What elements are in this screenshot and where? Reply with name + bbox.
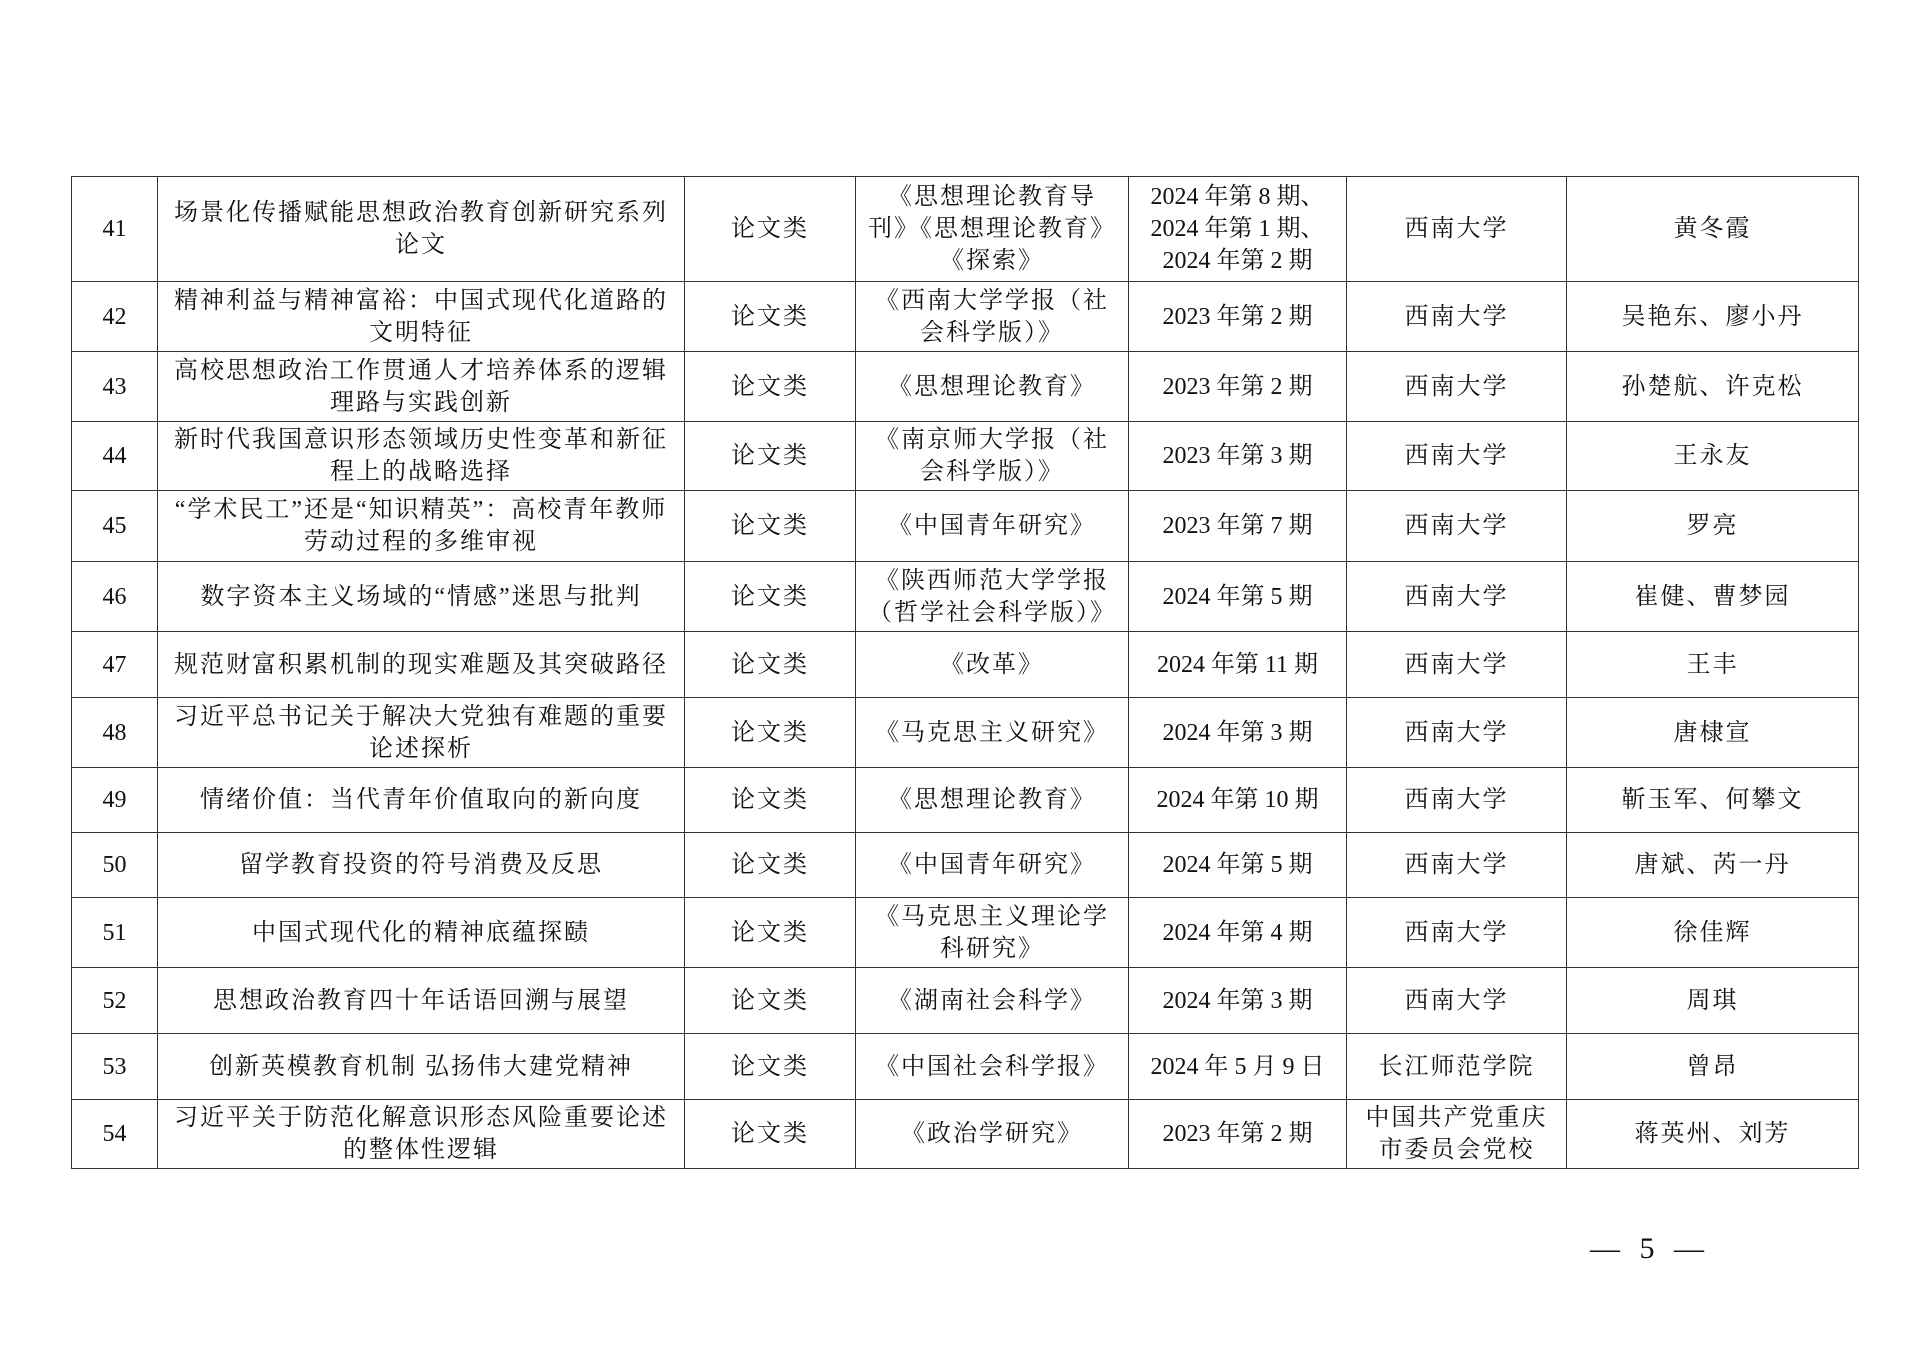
row-number: 46: [72, 562, 158, 632]
authors: 吴艳东、廖小丹: [1567, 282, 1859, 352]
journal-line: 会科学版）》: [920, 459, 1064, 485]
institution: [1347, 562, 1567, 632]
issue-line: 2024 年 5 月 9 日: [1150, 1053, 1325, 1080]
institution: [1347, 422, 1567, 491]
institution: [1347, 282, 1567, 352]
issue: [1129, 968, 1347, 1034]
paper-title: 留学教育投资的符号消费及反思: [158, 833, 685, 898]
issue-line: 2023 年第 2 期: [1162, 1121, 1313, 1147]
issue-line: 2023 年第 2 期: [1162, 303, 1313, 330]
category: 论文类: [685, 282, 856, 352]
row-number: 43: [72, 352, 158, 422]
journal-line: 科研究》: [940, 935, 1044, 962]
authors: 靳玉军、何攀文: [1567, 768, 1859, 833]
category: 论文类: [685, 422, 856, 491]
row-number: 42: [72, 282, 158, 352]
journal: [856, 352, 1129, 422]
table-row: [72, 422, 1859, 491]
table-row: [72, 1100, 1859, 1169]
journal-line: 《思想理论教育》: [888, 373, 1096, 400]
row-number: 54: [72, 1100, 158, 1169]
category: 论文类: [685, 562, 856, 632]
journal: [856, 968, 1129, 1034]
institution: [1347, 632, 1567, 698]
journal: [856, 1034, 1129, 1100]
authors: 唐斌、芮一丹: [1567, 833, 1859, 898]
table-row: [72, 177, 1859, 282]
paper-title: 数字资本主义场域的“情感”迷思与批判: [158, 562, 685, 632]
institution: [1347, 352, 1567, 422]
category: 论文类: [685, 898, 856, 968]
institution-line: 西南大学: [1404, 513, 1509, 539]
awards-table: [71, 176, 1859, 1169]
issue: [1129, 562, 1347, 632]
authors: 周琪: [1567, 968, 1859, 1034]
institution-line: 西南大学: [1404, 987, 1509, 1014]
journal: [856, 1100, 1129, 1169]
journal: [856, 898, 1129, 968]
row-number: 52: [72, 968, 158, 1034]
institution: [1347, 968, 1567, 1034]
journal: [856, 422, 1129, 491]
authors: 黄冬霞: [1567, 177, 1859, 282]
issue-line: 2024 年第 5 期: [1162, 852, 1313, 878]
issue: [1129, 898, 1347, 968]
category: 论文类: [685, 352, 856, 422]
row-number: 45: [72, 491, 158, 562]
authors: 唐棣宣: [1567, 698, 1859, 768]
journal-line: 《中国青年研究》: [888, 513, 1096, 539]
journal: [856, 768, 1129, 833]
journal-line: 会科学版）》: [920, 319, 1064, 346]
institution-line: 西南大学: [1404, 216, 1509, 242]
institution-line: 中国共产党重庆: [1365, 1105, 1548, 1131]
table-row: [72, 968, 1859, 1034]
category: 论文类: [685, 1100, 856, 1169]
paper-title: 新时代我国意识形态领域历史性变革和新征程上的战略选择: [158, 422, 685, 491]
issue: [1129, 352, 1347, 422]
issue-line: 2024 年第 4 期: [1162, 919, 1313, 946]
table-row: [72, 491, 1859, 562]
issue: [1129, 1034, 1347, 1100]
paper-title: 创新英模教育机制 弘扬伟大建党精神: [158, 1034, 685, 1100]
row-number: 51: [72, 898, 158, 968]
institution: [1347, 1034, 1567, 1100]
table-row: [72, 1034, 1859, 1100]
institution: [1347, 898, 1567, 968]
issue-line: 2024 年第 3 期: [1162, 987, 1313, 1014]
journal: [856, 491, 1129, 562]
institution-line: 西南大学: [1404, 583, 1509, 610]
journal-line: 《陕西师范大学学报: [875, 567, 1109, 594]
table-row: [72, 898, 1859, 968]
paper-title: 规范财富积累机制的现实难题及其突破路径: [158, 632, 685, 698]
row-number: 49: [72, 768, 158, 833]
issue-line: 2024 年第 3 期: [1162, 719, 1313, 746]
journal: [856, 833, 1129, 898]
journal-line: 《南京师大学报（社: [875, 427, 1109, 453]
institution-line: 西南大学: [1404, 852, 1509, 878]
issue-line: 2024 年第 8 期、: [1150, 184, 1325, 210]
journal-line: 《探索》: [940, 248, 1044, 274]
institution-line: 西南大学: [1404, 303, 1509, 330]
row-number: 47: [72, 632, 158, 698]
authors: 崔健、曹梦园: [1567, 562, 1859, 632]
journal-line: 《改革》: [940, 651, 1044, 678]
journal-line: 《马克思主义理论学: [875, 903, 1109, 930]
authors: 蒋英州、刘芳: [1567, 1100, 1859, 1169]
journal: [856, 632, 1129, 698]
paper-title: 场景化传播赋能思想政治教育创新研究系列论文: [158, 177, 685, 282]
institution-line: 西南大学: [1404, 443, 1509, 469]
journal-line: 《政治学研究》: [901, 1121, 1083, 1147]
row-number: 44: [72, 422, 158, 491]
authors: 罗亮: [1567, 491, 1859, 562]
paper-title: 高校思想政治工作贯通人才培养体系的逻辑理路与实践创新: [158, 352, 685, 422]
issue: [1129, 833, 1347, 898]
issue: [1129, 422, 1347, 491]
issue: [1129, 768, 1347, 833]
institution: [1347, 698, 1567, 768]
journal: [856, 562, 1129, 632]
category: 论文类: [685, 768, 856, 833]
category: 论文类: [685, 968, 856, 1034]
institution-line: 西南大学: [1404, 651, 1509, 678]
table-row: [72, 282, 1859, 352]
journal-line: 《马克思主义研究》: [875, 719, 1109, 746]
issue-line: 2024 年第 2 期: [1162, 248, 1313, 274]
category: 论文类: [685, 491, 856, 562]
table-row: [72, 698, 1859, 768]
issue-line: 2024 年第 5 期: [1162, 583, 1313, 610]
paper-title: 习近平总书记关于解决大党独有难题的重要论述探析: [158, 698, 685, 768]
paper-title: 情绪价值：当代青年价值取向的新向度: [158, 768, 685, 833]
journal-line: 刊》《思想理论教育》: [868, 216, 1116, 242]
journal: [856, 698, 1129, 768]
institution: [1347, 1100, 1567, 1169]
category: 论文类: [685, 698, 856, 768]
issue-line: 2024 年第 11 期: [1156, 651, 1319, 678]
paper-title: 中国式现代化的精神底蕴探赜: [158, 898, 685, 968]
journal-line: 《中国社会科学报》: [875, 1053, 1109, 1080]
issue: [1129, 177, 1347, 282]
table-row: [72, 352, 1859, 422]
row-number: 48: [72, 698, 158, 768]
institution: [1347, 833, 1567, 898]
issue: [1129, 491, 1347, 562]
journal-line: 《思想理论教育导: [888, 184, 1096, 210]
institution-line: 西南大学: [1404, 719, 1509, 746]
institution-line: 西南大学: [1404, 787, 1509, 813]
institution-line: 长江师范学院: [1378, 1053, 1535, 1080]
category: 论文类: [685, 833, 856, 898]
authors: 王丰: [1567, 632, 1859, 698]
issue: [1129, 632, 1347, 698]
journal-line: （哲学社会科学版）》: [868, 599, 1116, 626]
journal: [856, 177, 1129, 282]
institution-line: 西南大学: [1404, 919, 1509, 946]
institution-line: 西南大学: [1404, 373, 1509, 400]
authors: 孙楚航、许克松: [1567, 352, 1859, 422]
row-number: 41: [72, 177, 158, 282]
issue-line: 2023 年第 3 期: [1162, 443, 1313, 469]
institution: [1347, 768, 1567, 833]
paper-title: 习近平关于防范化解意识形态风险重要论述的整体性逻辑: [158, 1100, 685, 1169]
table-row: [72, 632, 1859, 698]
paper-title: “学术民工”还是“知识精英”：高校青年教师劳动过程的多维审视: [158, 491, 685, 562]
journal-line: 《西南大学学报（社: [875, 287, 1109, 314]
page-number: — 5 —: [1590, 1232, 1710, 1265]
table-row: [72, 768, 1859, 833]
journal-line: 《湖南社会科学》: [888, 987, 1096, 1014]
journal: [856, 282, 1129, 352]
institution: [1347, 491, 1567, 562]
row-number: 53: [72, 1034, 158, 1100]
table-row: [72, 562, 1859, 632]
issue: [1129, 282, 1347, 352]
institution: [1347, 177, 1567, 282]
category: 论文类: [685, 177, 856, 282]
authors: 曾昂: [1567, 1034, 1859, 1100]
paper-title: 精神利益与精神富裕：中国式现代化道路的文明特征: [158, 282, 685, 352]
institution-line: 市委员会党校: [1378, 1137, 1535, 1163]
authors: 徐佳辉: [1567, 898, 1859, 968]
row-number: 50: [72, 833, 158, 898]
issue-line: 2023 年第 2 期: [1162, 373, 1313, 400]
journal-line: 《思想理论教育》: [888, 787, 1096, 813]
issue: [1129, 1100, 1347, 1169]
issue-line: 2023 年第 7 期: [1162, 513, 1313, 539]
issue: [1129, 698, 1347, 768]
category: 论文类: [685, 632, 856, 698]
journal-line: 《中国青年研究》: [888, 852, 1096, 878]
issue-line: 2024 年第 1 期、: [1150, 216, 1325, 242]
issue-line: 2024 年第 10 期: [1156, 787, 1319, 813]
table-row: [72, 833, 1859, 898]
category: 论文类: [685, 1034, 856, 1100]
authors: 王永友: [1567, 422, 1859, 491]
paper-title: 思想政治教育四十年话语回溯与展望: [158, 968, 685, 1034]
